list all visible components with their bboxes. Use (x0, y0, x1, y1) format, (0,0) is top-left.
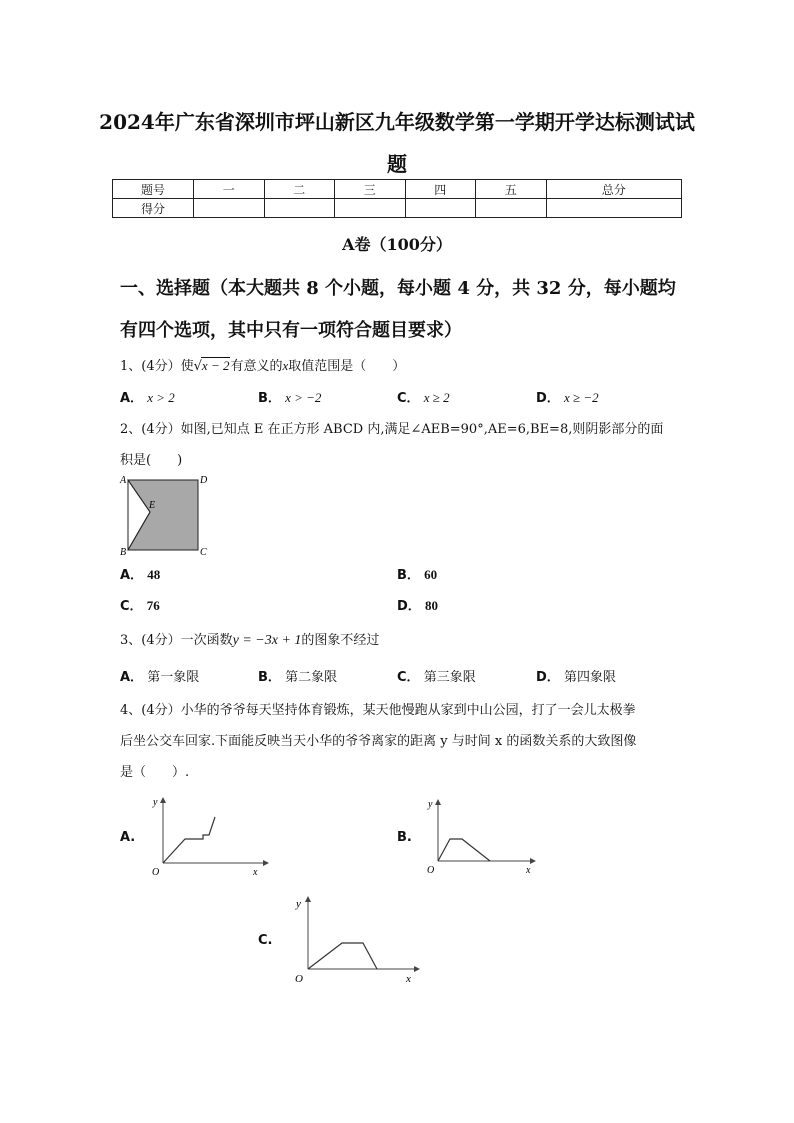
question-4-end: 是（ ）. (120, 765, 190, 780)
q1-option-b[interactable]: B． x > −2 (258, 390, 322, 406)
graph-line (163, 817, 215, 863)
score-table-score-row (113, 199, 682, 218)
q4-option-b-label[interactable]: B. (397, 830, 412, 845)
q3-option-b[interactable]: B． 第二象限 (258, 670, 338, 685)
y-axis-arrow (160, 797, 166, 803)
section-heading: 一、选择题（本大题共 8 个小题，每小题 4 分，共 32 分，每小题均 (120, 278, 676, 299)
score-table-header-cell: 二 (264, 180, 335, 199)
label-a: A (120, 475, 127, 486)
q4-option-a-label[interactable]: A. (120, 830, 136, 845)
volume-title: A卷（100分） (342, 235, 452, 254)
score-table-header-cell: 四 (405, 180, 476, 199)
label-d: D (200, 475, 208, 486)
x-label: x (406, 973, 411, 985)
y-label: y (296, 898, 301, 910)
y-label: y (428, 799, 433, 810)
question-1-var: x (282, 358, 289, 373)
x-label: x (526, 865, 531, 876)
question-2: 2、(4分）如图,已知点 E 在正方形 ABCD 内,满足∠AEB=90°,AE=6,BE=8,则阴影部分的面 (120, 422, 664, 437)
sqrt-radicand: x − 2 (201, 358, 230, 373)
q1-option-c[interactable]: C． x ≥ 2 (397, 390, 450, 406)
q1-option-d[interactable]: D． x ≥ −2 (536, 390, 599, 406)
q2-option-c[interactable]: C． 76 (120, 598, 160, 614)
x-axis-arrow (530, 858, 536, 864)
section-heading-continued: 有四个选项，其中只有一项符合题目要求） (120, 320, 462, 341)
label-c: C (200, 547, 207, 558)
y-axis-arrow (435, 799, 441, 805)
score-cell[interactable] (405, 199, 476, 218)
score-cell[interactable] (546, 199, 682, 218)
q2-option-a[interactable]: A． 48 (120, 567, 161, 583)
score-table-header-cell: 五 (476, 180, 547, 199)
q1-option-a[interactable]: A． x > 2 (120, 390, 175, 406)
question-1-mid: 有意义的 (230, 359, 283, 374)
y-label: y (153, 797, 158, 808)
q4-option-a-graph[interactable] (145, 795, 270, 880)
q2-option-d[interactable]: D． 80 (397, 598, 438, 614)
q3-option-a[interactable]: A． 第一象限 (120, 670, 200, 685)
q4-option-b-graph[interactable] (420, 795, 540, 880)
graph-line (438, 839, 490, 861)
score-cell[interactable] (194, 199, 265, 218)
y-axis-arrow (305, 896, 311, 902)
question-3 (120, 629, 379, 649)
score-table-header-cell: 题号 (113, 180, 194, 199)
label-e: E (149, 500, 156, 511)
question-3-expr: y = −3x + 1 (232, 633, 302, 648)
score-table-header-cell: 总分 (546, 180, 682, 199)
q3-option-c[interactable]: C． 第三象限 (397, 670, 476, 685)
score-table (112, 179, 682, 218)
question-2-continued: 积是( ) (120, 453, 183, 468)
question-3-prefix: 3、(4分）一次函数 (120, 633, 233, 648)
q3-option-d[interactable]: D． 第四象限 (536, 670, 616, 685)
x-axis-arrow (263, 860, 269, 866)
label-b: B (120, 547, 127, 558)
score-table-header-cell: 三 (335, 180, 406, 199)
document-title-continued: 题 (387, 152, 407, 176)
score-table-header-cell: 一 (194, 180, 265, 199)
score-table-row-label: 得分 (113, 199, 194, 218)
score-cell[interactable] (476, 199, 547, 218)
origin-label: O (295, 973, 303, 985)
x-axis-arrow (414, 966, 420, 972)
origin-label: O (152, 867, 160, 878)
q4-option-c-label[interactable]: C. (258, 933, 273, 948)
square-figure (118, 472, 214, 560)
score-cell[interactable] (264, 199, 335, 218)
document-title: 2024年广东省深圳市坪山新区九年级数学第一学期开学达标测试试 (99, 110, 695, 134)
graph-line (308, 943, 377, 969)
origin-label: O (427, 865, 435, 876)
question-1-prefix: 1、(4分）使 (120, 359, 194, 374)
score-cell[interactable] (335, 199, 406, 218)
q2-option-b[interactable]: B． 60 (397, 567, 438, 583)
sqrt-sign: √ (193, 359, 202, 374)
question-3-suffix: 的图象不经过 (301, 633, 380, 648)
score-table-header-row (113, 180, 682, 199)
question-1-suffix: 取值范围是（ ） (288, 359, 406, 374)
q4-option-c-graph[interactable] (288, 892, 423, 987)
question-1 (120, 355, 405, 374)
x-label: x (253, 867, 258, 878)
question-4-continued: 后坐公交车回家.下面能反映当天小华的爷爷离家的距离 y 与时间 x 的函数关系的大致图像 (120, 734, 637, 749)
question-4: 4、(4分）小华的爷爷每天坚持体育锻炼，某天他慢跑从家到中山公园，打了一会儿太极拳 (120, 703, 636, 718)
